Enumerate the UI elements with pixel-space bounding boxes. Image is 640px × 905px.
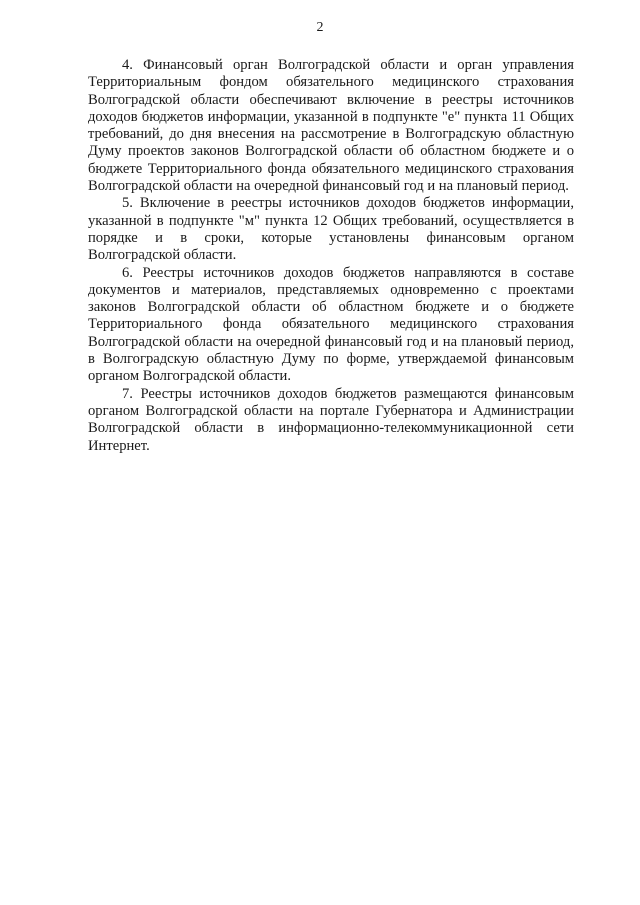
paragraph-4: 4. Финансовый орган Волгоградской области и орган управления Территориальным фондом обязательного медицинского страхования Волгоградской области обеспечивают включение в реестры источников доходов бюджетов информации, указанной в подпункте "е" пункта 11 Общих требований, до дня внесения на рассмотрение в Волгоградскую областную Думу проектов законов Волгоградской области об областном бюджете и о бюджете Территориального фонда обязательного медицинского страхования Волгоградской области на очередной финансовый год и на плановый период. [88,57,574,195]
page-number: 2 [316,20,324,35]
document-body [88,57,574,455]
paragraph-7: 7. Реестры источников доходов бюджетов размещаются финансовым органом Волгоградской области на портале Губернатора и Администрации Волгоградской области в информационно-телекоммуникационной сети Интернет. [88,385,574,454]
paragraph-6: 6. Реестры источников доходов бюджетов направляются в составе документов и материалов, представляемых одновременно с проектами законов Волгоградской области об областном бюджете и о бюджете Территориального фонда обязательного медицинского страхования Волгоградской области на очередной финансовый год и на плановый период, в Волгоградскую областную Думу по форме, утверждаемой финансовым органом Волгоградской области. [88,264,574,385]
paragraph-5: 5. Включение в реестры источников доходов бюджетов информации, указанной в подпункте "м" пункта 12 Общих требований, осуществляется в порядке и в сроки, которые установлены финансовым органом Волгоградской области. [88,195,574,264]
